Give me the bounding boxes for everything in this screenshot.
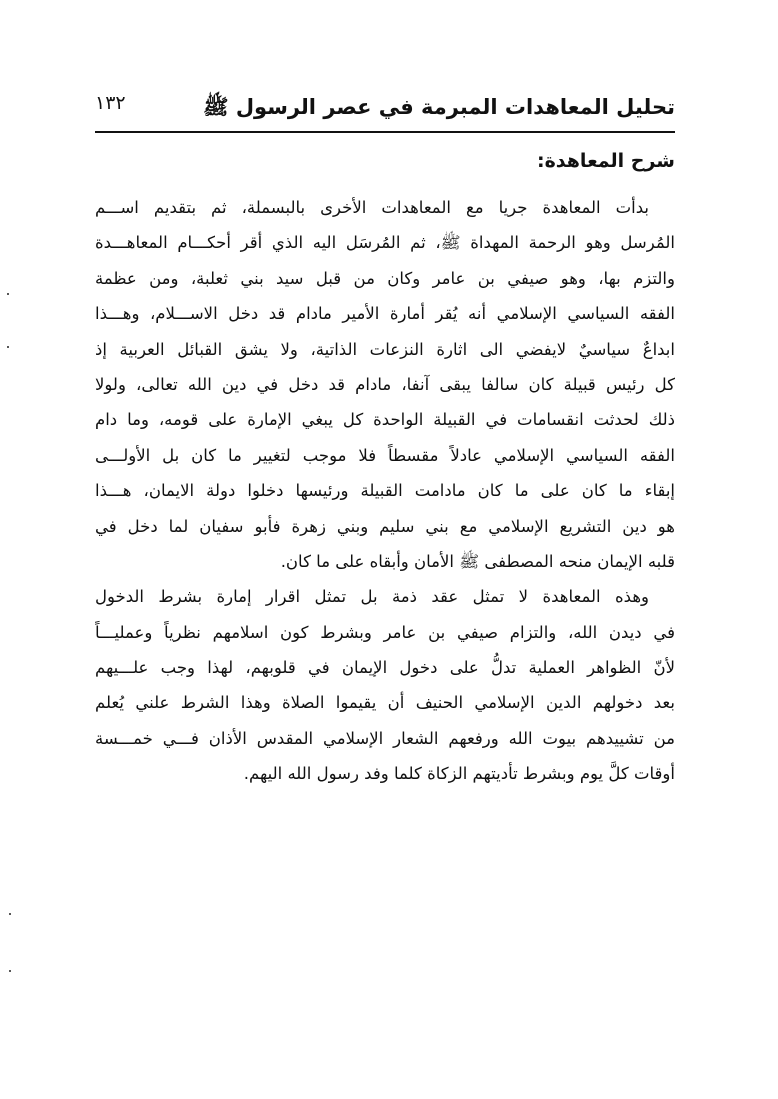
scan-speck <box>7 293 9 295</box>
text-line: وهذه المعاهدة لا تمثل عقد ذمة بل تمثل اقرار إمارة بشرط الدخول <box>95 587 649 607</box>
running-title: تحليل المعاهدات المبرمة في عصر الرسول ﷺ <box>203 95 675 119</box>
text-line: ابداعٌ سياسيٌ لايفضي الى اثارة النزعات الذاتية، ولا يشق القبائل العربية إذ <box>95 339 675 359</box>
page-number: ١٣٢ <box>95 92 126 114</box>
scan-speck <box>9 913 11 915</box>
page-header <box>95 92 675 128</box>
text-line: إبقاء ما كان على ما كان مادامت القبيلة ورئيسها دخلوا دولة الايمان، هـــذا <box>95 481 675 501</box>
text-line: من تشييدهم بيوت الله ورفعهم الشعار الإسلامي المقدس الأذان فـــي خمـــسة <box>95 728 675 748</box>
text-line: هو دين التشريع الإسلامي مع بني سليم وبني زهرة فأبو سفيان لما دخل في <box>95 516 675 536</box>
text-line: الفقه السياسي الإسلامي أنه يُقر أمارة الأمير مادام قد دخل الاســـلام، وهـــذا <box>95 304 675 324</box>
body-text <box>95 190 675 792</box>
scan-speck <box>7 346 9 348</box>
header-rule <box>95 131 675 133</box>
text-line: المُرسل وهو الرحمة المهداة ﷺ، ثم المُرسَل اليه الذي أقر أحكـــام المعاهـــدة <box>95 233 675 253</box>
text-line: كل رئيس قبيلة كان سالفا يبقى آنفا، مادام قد دخل في دين الله تعالى، ولولا <box>95 374 675 394</box>
text-line: قلبه الإيمان منحه المصطفى ﷺ الأمان وأبقاه على ما كان. <box>280 551 675 571</box>
text-line: في ديدن الله، والتزام صيفي بن عامر وبشرط كون اسلامهم نظرياً وعمليـــاً <box>95 622 675 642</box>
scan-speck <box>9 970 11 972</box>
text-line: بعد دخولهم الدين الإسلامي الحنيف أن يقيموا الصلاة وهذا الشرط علني يُعلم <box>95 693 675 713</box>
section-heading: شرح المعاهدة: <box>536 150 675 172</box>
text-line: لأنّ الظواهر العملية تدلُّ على دخول الإيمان في قلوبهم، لهذا وجب علـــيهم <box>95 658 675 678</box>
text-line: ذلك لحدثت انقسامات في القبيلة الواحدة كل يبغي الإمارة على قومه، وما دام <box>95 410 675 430</box>
text-line: بدأت المعاهدة جريا مع المعاهدات الأخرى بالبسملة، ثم بتقديم اســـم <box>95 198 649 217</box>
text-line: أوقات كلَّ يوم وبشرط تأديتهم الزكاة كلما وفد رسول الله اليهم. <box>243 764 675 784</box>
text-line: والتزم بها، وهو صيفي بن عامر وكان من قبل سيد بني ثعلبة، ومن عظمة <box>95 268 675 288</box>
text-line: الفقه السياسي الإسلامي عادلاً مقسطاً فلا موجب لتغيير ما كان بل الأولـــى <box>95 445 675 465</box>
